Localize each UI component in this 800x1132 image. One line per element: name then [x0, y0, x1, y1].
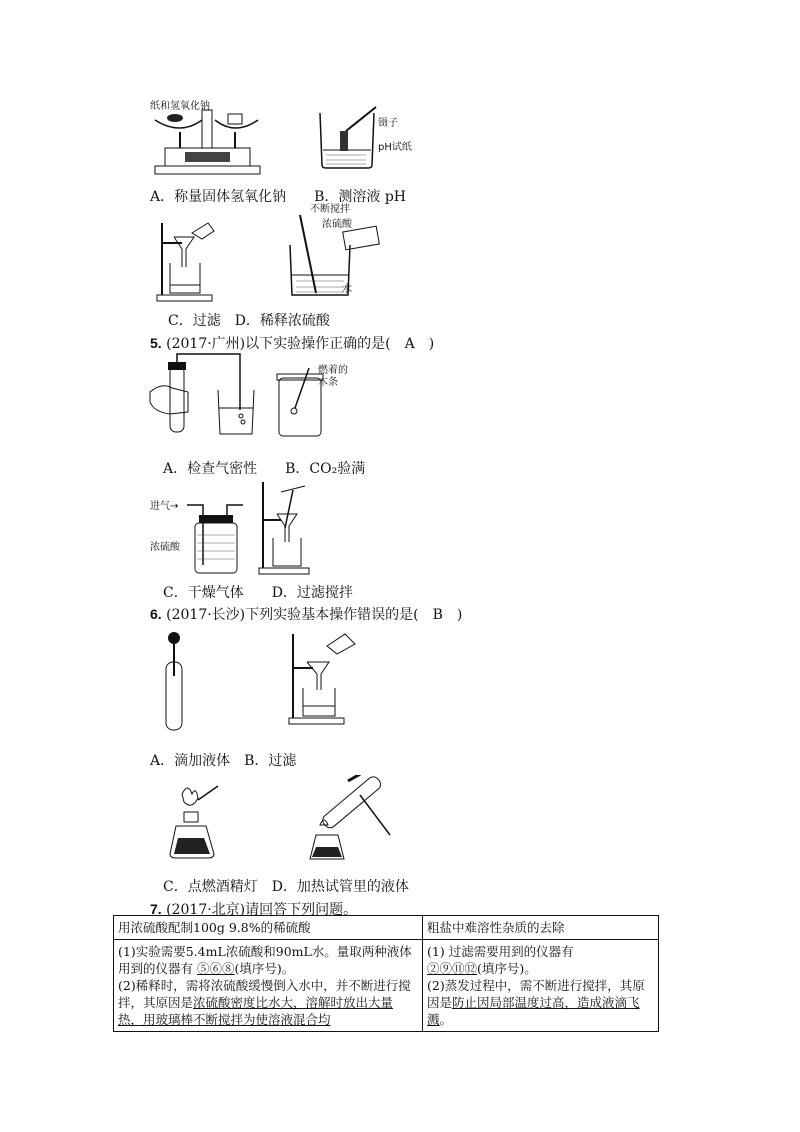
stir-label: 不断搅拌 — [310, 204, 350, 215]
filtration-figure-q6 — [285, 632, 360, 727]
q6-caption-ab: A．滴加液体 B．过滤 — [150, 753, 297, 769]
right-1-text: (1) 过滤需要用到的仪器有 — [427, 944, 574, 959]
filtration-figure-q4 — [152, 215, 232, 305]
answer-table — [113, 915, 659, 1032]
q5-caption-cd: C．干燥气体 D．过滤搅拌 — [163, 585, 353, 601]
stick-label-1: 燃着的 — [318, 365, 348, 376]
question-number: 6. — [150, 606, 162, 622]
heating-tube-figure — [300, 775, 400, 865]
question-stem: (2017·北京)请回答下列问题。 — [166, 902, 358, 918]
ph-paper-label: pH试纸 — [378, 142, 412, 153]
left-1-post: (填序号)。 — [234, 961, 295, 976]
alcohol-lamp-figure — [162, 782, 222, 862]
airtight-check-figure — [148, 352, 258, 437]
right-2-post: 。 — [439, 1012, 453, 1027]
table-cell-right — [423, 940, 659, 1032]
gas-drying-figure — [185, 495, 245, 575]
tweezers-label: 镊子 — [378, 118, 398, 129]
q5-caption-ab: A．检查气密性 B．CO₂验满 — [163, 461, 366, 477]
inlet-label: 进气→ — [150, 501, 179, 512]
question-number: 7. — [150, 901, 162, 917]
left-1-answer: ⑤⑥⑧ — [197, 961, 235, 976]
acid-label-d: 浓硫酸 — [322, 219, 352, 230]
dropper-figure — [162, 632, 186, 732]
ph-beaker-figure — [316, 105, 381, 170]
q4-caption-ab: A．称量固体氢氧化钠 B．测溶液 pH — [150, 189, 407, 205]
stick-label-2: 木条 — [318, 377, 338, 388]
question-stem: (2017·长沙)下列实验基本操作错误的是( B ) — [166, 607, 463, 623]
right-1-answer: ②⑨⑪⑫ — [427, 961, 478, 976]
left-2-answer: 浓硫酸密度比水大，溶解时放出大量热，用玻璃棒不断搅拌为使溶液混合均 — [118, 995, 394, 1027]
right-2-text: (2)蒸发过程中，需不断进行搅拌，其原因是 — [427, 978, 645, 1010]
balance-label: 纸和氢氧化钠 — [150, 101, 210, 112]
right-1-post: (填序号)。 — [477, 961, 537, 976]
right-2-answer: 防止因局部温度过高，造成液滴飞溅 — [427, 995, 640, 1027]
question-5 — [150, 333, 434, 353]
question-number: 5. — [150, 335, 162, 351]
q6-caption-cd: C．点燃酒精灯 D．加热试管里的液体 — [163, 879, 409, 895]
table-cell-left — [114, 940, 423, 1032]
acid-label-c: 浓硫酸 — [150, 542, 180, 553]
question-6 — [150, 604, 462, 624]
left-1-text: (1)实验需要5.4mL浓硫酸和90mL水。量取两种液体用到的仪器有 — [118, 944, 412, 976]
left-2-text: (2)稀释时，需将浓硫酸缓慢倒入水中，并不断进行搅拌，其原因是 — [118, 978, 411, 1010]
table-header-right: 粗盐中难溶性杂质的去除 — [423, 916, 659, 940]
question-stem: (2017·广州)以下实验操作正确的是( A ) — [166, 336, 435, 352]
water-label: 水 — [342, 284, 352, 295]
table-header-left: 用浓硫酸配制100g 9.8%的稀硫酸 — [114, 916, 423, 940]
filtration-stir-figure — [255, 480, 315, 575]
q4-caption-cd: C．过滤 D．稀释浓硫酸 — [168, 313, 330, 329]
